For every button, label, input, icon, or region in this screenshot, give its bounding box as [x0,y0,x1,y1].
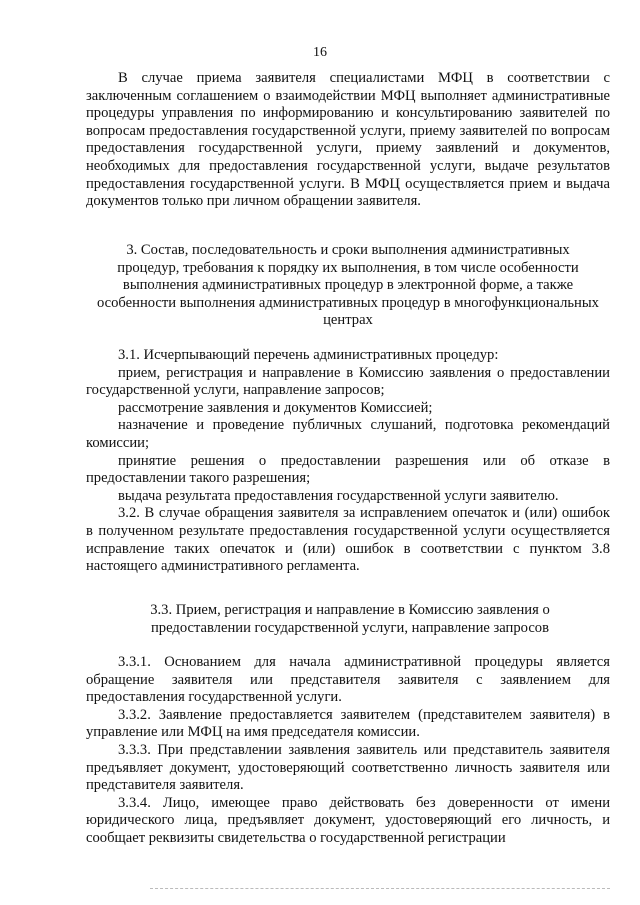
intro-paragraph: В случае приема заявителя специалистами МФЦ в соответствии с заключенным соглашением о взаимодействии МФЦ выполняет административные процедуры управления по информированию и консультированию заявителей по вопросам предоставления государственной услуги, приему заявителей по вопросам предоставления государственной услуги, приему заявлений и документов, необходимых для предоставления государственной услуги, выдаче результатов предоставления государственной услуги. В МФЦ осуществляется прием и выдача документов только при личном обращении заявителя. [86,70,610,210]
section-3-3-3-paragraph: 3.3.3. При представлении заявления заявитель или представитель заявителя предъявляет документ, удостоверяющий соответственно личность заявителя или представителя заявителя. [86,741,610,794]
section-3-3-block [86,654,610,848]
section-3-3-1-paragraph: 3.3.1. Основанием для начала административной процедуры является обращение заявителя или представителя заявителя с заявлением для предоставления государственной услуги. [86,654,610,706]
section-3-heading-block [96,242,600,330]
page-number: 16 [313,45,327,60]
scan-artifact-line [150,888,610,889]
procedure-item: прием, регистрация и направление в Комиссию заявления о предоставлении государственной услуги, направление запросов; [86,364,610,399]
section-3-heading: 3. Состав, последовательность и сроки выполнения административных процедур, требования к порядку их выполнения, в том числе особенности выполнения административных процедур в электронной форме, а также особенности выполнения административных процедур в многофункциональных центрах [97,242,599,329]
procedure-item: принятие решения о предоставлении разрешения или об отказе в предоставлении такого разрешения; [86,452,610,487]
procedure-item: выдача результата предоставления государственной услуги заявителю. [118,487,559,504]
procedure-item: рассмотрение заявления и документов Комиссией; [118,399,433,416]
section-3-1-title: 3.1. Исчерпывающий перечень административных процедур: [118,347,499,363]
section-3-3-heading: 3.3. Прием, регистрация и направление в Комиссию заявления о предоставлении государственной услуги, направление запросов [150,602,550,636]
section-3-2-paragraph: 3.2. В случае обращения заявителя за исправлением опечаток и (или) ошибок в полученном результате предоставления государственной услуги осуществляется исправление таких опечаток и (или) ошибок в соответствии с пунктом 3.8 настоящего административного регламента. [86,505,610,575]
intro-block [86,70,610,211]
section-3-3-heading-block [110,602,590,637]
section-3-1-block [86,347,610,576]
section-3-3-4-paragraph: 3.3.4. Лицо, имеющее право действовать без доверенности от имени юридического лица, предъявляет документ, удостоверяющий его личность, и сообщает реквизиты свидетельства о государственной регистрации [86,794,610,846]
procedure-item: назначение и проведение публичных слушаний, подготовка рекомендаций комиссии; [86,417,610,451]
section-3-3-2-paragraph: 3.3.2. Заявление предоставляется заявителем (представителем заявителя) в управление или МФЦ на имя председателя комиссии. [86,706,610,741]
